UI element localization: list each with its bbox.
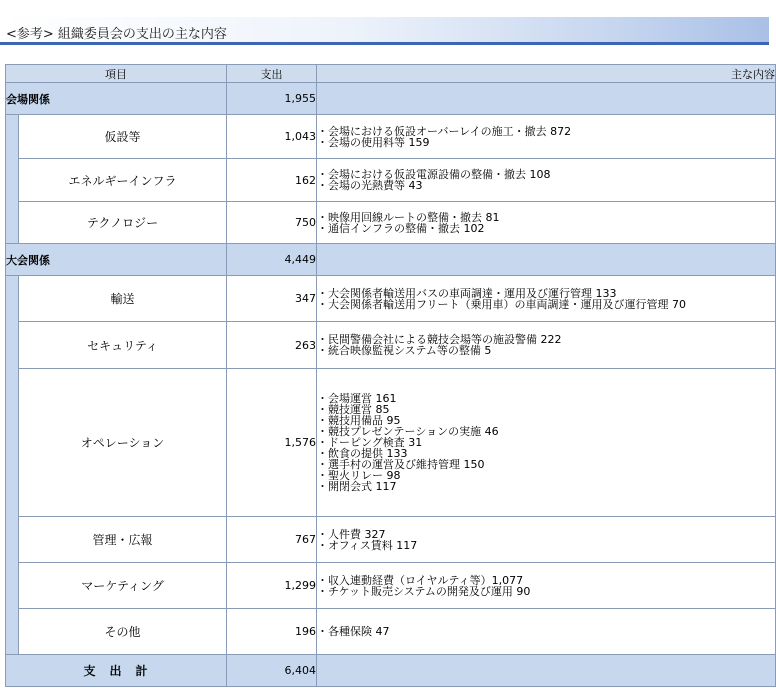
item-details xyxy=(317,517,776,563)
group-row-games xyxy=(6,244,776,276)
item-amount: 196 xyxy=(227,609,317,655)
expense-table xyxy=(5,64,776,687)
item-name: マーケティング xyxy=(19,563,227,609)
indent-cell xyxy=(6,115,19,244)
table-row xyxy=(6,563,776,609)
detail-line: ・競技運営 85 xyxy=(317,403,390,416)
page-title: <参考> 組織委員会の支出の主な内容 xyxy=(6,27,227,42)
item-name: 輸送 xyxy=(19,276,227,322)
detail-line: ・統合映像監視システム等の整備 5 xyxy=(317,344,492,357)
item-name: 管理・広報 xyxy=(19,517,227,563)
total-row xyxy=(6,655,776,687)
group-desc-empty xyxy=(317,83,776,115)
item-details xyxy=(317,115,776,159)
item-name: オペレーション xyxy=(19,369,227,517)
item-amount: 767 xyxy=(227,517,317,563)
table-row xyxy=(6,609,776,655)
group-desc-empty xyxy=(317,244,776,276)
detail-line: ・開閉会式 117 xyxy=(317,480,397,493)
item-amount: 750 xyxy=(227,202,317,244)
group-name: 会場関係 xyxy=(6,83,227,115)
item-amount: 162 xyxy=(227,159,317,202)
total-amount: 6,404 xyxy=(227,655,317,687)
item-amount: 1,299 xyxy=(227,563,317,609)
group-amount: 1,955 xyxy=(227,83,317,115)
table-row xyxy=(6,517,776,563)
detail-line: ・会場における仮設電源設備の整備・撤去 108 xyxy=(317,168,551,181)
item-name: エネルギーインフラ xyxy=(19,159,227,202)
table-row xyxy=(6,115,776,159)
item-amount: 1,043 xyxy=(227,115,317,159)
detail-line: ・民間警備会社による競技会場等の施設警備 222 xyxy=(317,333,562,346)
detail-line: ・大会関係者輸送用バスの車両調達・運用及び運行管理 133 xyxy=(317,286,617,300)
detail-line: ・競技プレゼンテーションの実施 46 xyxy=(317,425,499,438)
item-details xyxy=(317,369,776,517)
item-amount: 263 xyxy=(227,322,317,369)
item-name: 仮設等 xyxy=(19,115,227,159)
item-amount: 1,576 xyxy=(227,369,317,517)
indent-cell xyxy=(6,276,19,655)
detail-line: ・収入連動経費（ロイヤルティ等）1,077 xyxy=(317,573,524,587)
table-row xyxy=(6,159,776,202)
table-row xyxy=(6,322,776,369)
detail-line: ・選手村の運営及び維持管理 150 xyxy=(317,458,485,471)
group-row-venue xyxy=(6,83,776,115)
group-name: 大会関係 xyxy=(6,244,227,276)
detail-line: ・チケット販売システムの開発及び運用 90 xyxy=(317,584,531,598)
detail-line: ・オフィス賃料 117 xyxy=(317,538,418,552)
table-row xyxy=(6,202,776,244)
item-name: セキュリティ xyxy=(19,322,227,369)
header-amount: 支出 xyxy=(227,65,317,83)
item-name: その他 xyxy=(19,609,227,655)
detail-line: ・人件費 327 xyxy=(317,527,386,541)
item-details xyxy=(317,563,776,609)
item-details xyxy=(317,159,776,202)
detail-line: ・会場の使用料等 159 xyxy=(317,135,430,149)
item-name: テクノロジー xyxy=(19,202,227,244)
item-details xyxy=(317,322,776,369)
table-header-row xyxy=(6,65,776,83)
total-label: 支 出 計 xyxy=(6,655,227,687)
item-details xyxy=(317,202,776,244)
item-details xyxy=(317,609,776,655)
item-details xyxy=(317,276,776,322)
detail-line: ・会場における仮設オーバーレイの施工・撤去 872 xyxy=(317,124,572,138)
header-desc: 主な内容 xyxy=(317,65,776,83)
detail-line: ・飲食の提供 133 xyxy=(317,447,408,460)
header-item: 項目 xyxy=(6,65,227,83)
item-amount: 347 xyxy=(227,276,317,322)
table-row xyxy=(6,369,776,517)
table-row xyxy=(6,276,776,322)
detail-line: ・会場の光熱費等 43 xyxy=(317,179,423,192)
detail-line: ・会場運営 161 xyxy=(317,392,397,405)
detail-line: ・聖火リレー 98 xyxy=(317,469,401,482)
title-bar xyxy=(0,17,769,45)
detail-line: ・ドーピング検査 31 xyxy=(317,436,423,449)
detail-line: ・通信インフラの整備・撤去 102 xyxy=(317,221,485,235)
detail-line: ・各種保険 47 xyxy=(317,625,390,638)
group-amount: 4,449 xyxy=(227,244,317,276)
total-desc-empty xyxy=(317,655,776,687)
detail-line: ・競技用備品 95 xyxy=(317,414,401,427)
detail-line: ・大会関係者輸送用フリート（乗用車）の車両調達・運用及び運行管理 70 xyxy=(317,297,687,311)
detail-line: ・映像用回線ルートの整備・撤去 81 xyxy=(317,210,500,224)
